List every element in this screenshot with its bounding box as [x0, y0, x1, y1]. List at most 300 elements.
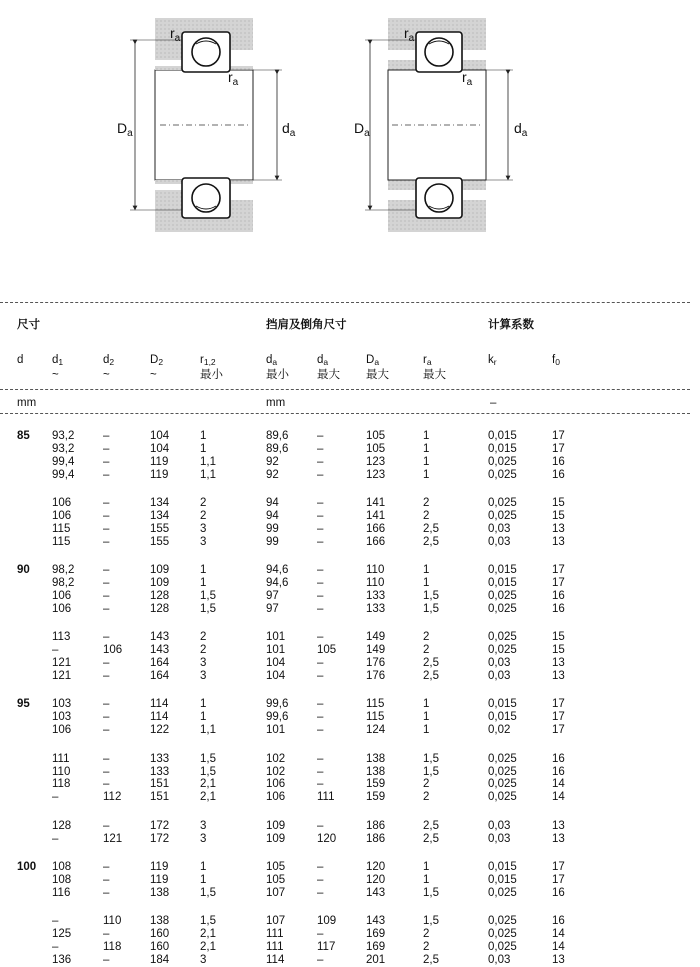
table-cell: 2	[423, 497, 430, 510]
table-cell: –	[317, 535, 324, 548]
table-cell: –	[317, 430, 324, 442]
column-header: $d_a$ 最大	[317, 354, 340, 381]
table-cell: 105	[366, 430, 386, 442]
table-cell: 2,5	[423, 832, 439, 845]
table-cell: 99,6	[266, 698, 289, 711]
table-cell: 17	[552, 711, 565, 724]
table-cell: –	[103, 874, 110, 886]
table-cell: 15	[552, 509, 565, 522]
table-cell: –	[317, 522, 324, 535]
table-cell: 1	[423, 577, 430, 590]
table-cell: 143	[150, 644, 170, 657]
table-cell: 2,1	[200, 778, 216, 791]
table-cell: 93,2	[52, 430, 75, 442]
table-cell: 109	[317, 915, 337, 928]
table-cell: –	[317, 497, 324, 510]
table-cell: 133	[366, 602, 386, 615]
column-header: $D_2$ ~	[150, 354, 164, 381]
table-cell: –	[103, 953, 110, 966]
header-calculation-factors: 计算系数	[488, 319, 534, 331]
table-cell: 164	[150, 657, 170, 669]
table-cell: 17	[552, 442, 565, 455]
ra-label-right-inner: $r_a$	[462, 69, 473, 88]
table-cell: –	[103, 928, 110, 941]
ra-label-left-top: $r_a$	[170, 25, 181, 44]
table-cell: 0,015	[488, 874, 517, 886]
table-cell: 16	[552, 455, 565, 468]
table-cell: 102	[266, 765, 286, 778]
table-cell: 16	[552, 589, 565, 602]
table-cell: 114	[150, 698, 169, 711]
table-cell: 1,5	[423, 886, 439, 899]
da-label-right: $d_a$	[514, 120, 528, 139]
table-cell: 1	[200, 577, 207, 590]
table-cell: 16	[552, 468, 565, 481]
table-cell: 1	[423, 442, 430, 455]
table-cell: 111	[52, 752, 70, 765]
table-cell: 0,03	[488, 669, 511, 682]
column-header: $r_{1,2}$ 最小	[200, 354, 223, 381]
table-cell: 16	[552, 915, 565, 928]
table-cell: –	[317, 442, 324, 455]
table-cell: 0,025	[488, 886, 517, 899]
table-cell: 0,03	[488, 819, 511, 832]
table-cell: 2,5	[423, 953, 439, 966]
table-cell: 1,5	[200, 602, 216, 615]
table-cell: 17	[552, 430, 565, 442]
table-cell: 104	[266, 669, 286, 682]
table-cell: –	[317, 752, 324, 765]
table-cell: 93,2	[52, 442, 75, 455]
table-cell: 111	[266, 941, 284, 954]
table-cell: 201	[366, 953, 386, 966]
table-cell: 138	[150, 915, 170, 928]
table-cell: 133	[150, 765, 170, 778]
table-cell: –	[103, 535, 110, 548]
table-cell: 92	[266, 455, 279, 468]
table-cell: 97	[266, 589, 279, 602]
right-bearing-diagram	[365, 18, 513, 232]
table-cell: 159	[366, 791, 386, 804]
table-cell: 98,2	[52, 564, 75, 577]
table-cell: 3	[200, 657, 207, 669]
table-cell: 115	[366, 698, 385, 711]
table-cell: 111	[266, 928, 284, 941]
table-cell: 0,03	[488, 832, 511, 845]
table-cell: 15	[552, 497, 565, 510]
table-cell: 101	[266, 644, 286, 657]
table-cell: 0,025	[488, 778, 517, 791]
table-cell: 123	[366, 455, 386, 468]
table-cell: 3	[200, 832, 207, 845]
table-cell: 1,5	[200, 589, 216, 602]
table-cell: 107	[266, 886, 286, 899]
table-cell: 121	[103, 832, 123, 845]
table-cell: 16	[552, 886, 565, 899]
table-cell: 1	[200, 430, 207, 442]
table-cell: 0,025	[488, 497, 517, 510]
left-bearing-diagram	[130, 18, 282, 232]
table-cell: 0,015	[488, 577, 517, 590]
table-cell: 106	[52, 724, 72, 737]
table-cell: 184	[150, 953, 170, 966]
table-cell: –	[103, 765, 110, 778]
table-cell: 104	[150, 430, 170, 442]
table-cell: 115	[366, 711, 385, 724]
group-bore-d: 100	[17, 861, 37, 874]
Da-label-right: $D_a$	[354, 120, 370, 139]
table-cell: 122	[150, 724, 170, 737]
table-cell: 1	[423, 698, 430, 711]
table-cell: 13	[552, 535, 565, 548]
table-cell: –	[317, 953, 324, 966]
table-cell: 143	[150, 631, 170, 644]
table-cell: 2	[423, 941, 430, 954]
table-cell: 134	[150, 509, 170, 522]
table-cell: 99	[266, 535, 279, 548]
table-cell: 3	[200, 669, 207, 682]
table-cell: 99	[266, 522, 279, 535]
table-cell: –	[317, 455, 324, 468]
header-abutment-dimensions: 挡肩及倒角尺寸	[266, 319, 347, 331]
table-cell: 109	[150, 564, 170, 577]
table-cell: –	[317, 509, 324, 522]
table-cell: 17	[552, 564, 565, 577]
table-cell: –	[103, 657, 110, 669]
table-cell: –	[52, 644, 59, 657]
table-cell: 106	[52, 497, 72, 510]
table-cell: 155	[150, 522, 170, 535]
table-cell: 3	[200, 953, 207, 966]
table-cell: 119	[150, 861, 169, 874]
table-cell: 112	[103, 791, 122, 804]
table-cell: 99,4	[52, 468, 75, 481]
header-dimensions: 尺寸	[17, 319, 40, 331]
table-cell: 1	[200, 874, 207, 886]
table-cell: –	[317, 778, 324, 791]
table-cell: 2	[423, 791, 430, 804]
table-cell: –	[317, 669, 324, 682]
table-cell: 128	[150, 589, 170, 602]
table-cell: 0,025	[488, 941, 517, 954]
table-cell: 89,6	[266, 442, 289, 455]
table-cell: 14	[552, 928, 565, 941]
table-cell: –	[103, 468, 110, 481]
table-cell: 123	[366, 468, 386, 481]
table-cell: –	[317, 589, 324, 602]
table-cell: 128	[52, 819, 72, 832]
table-cell: 94	[266, 509, 279, 522]
table-cell: –	[103, 631, 110, 644]
table-cell: –	[103, 564, 110, 577]
da-label-left: $d_a$	[282, 120, 296, 139]
table-cell: –	[103, 509, 110, 522]
table-cell: 94	[266, 497, 279, 510]
table-cell: 106	[52, 602, 72, 615]
table-cell: 106	[103, 644, 123, 657]
table-cell: 115	[52, 535, 71, 548]
table-cell: –	[103, 778, 110, 791]
table-cell: 124	[366, 724, 386, 737]
table-cell: 116	[52, 886, 71, 899]
table-cell: 0,015	[488, 711, 517, 724]
table-cell: 0,015	[488, 698, 517, 711]
table-cell: 2	[423, 644, 430, 657]
table-cell: 1	[200, 861, 207, 874]
table-cell: 151	[150, 791, 170, 804]
table-cell: –	[52, 941, 59, 954]
table-cell: 106	[266, 778, 286, 791]
table-cell: 105	[266, 874, 286, 886]
table-cell: 1	[200, 564, 207, 577]
table-cell: 138	[366, 765, 386, 778]
table-cell: 115	[52, 522, 71, 535]
table-cell: 136	[52, 953, 72, 966]
table-cell: –	[103, 577, 110, 590]
table-cell: 103	[52, 711, 72, 724]
table-cell: –	[317, 698, 324, 711]
table-cell: 2	[200, 644, 207, 657]
table-cell: 105	[266, 861, 286, 874]
table-cell: 172	[150, 832, 170, 845]
table-cell: 13	[552, 669, 565, 682]
table-cell: 2,5	[423, 819, 439, 832]
table-cell: 108	[52, 874, 72, 886]
table-cell: 2,5	[423, 535, 439, 548]
table-cell: 2,5	[423, 657, 439, 669]
table-cell: 141	[366, 497, 386, 510]
table-cell: –	[52, 832, 59, 845]
table-cell: 2	[423, 928, 430, 941]
table-cell: 0,025	[488, 631, 517, 644]
table-cell: 1	[200, 698, 207, 711]
table-cell: –	[103, 698, 110, 711]
table-cell: 101	[266, 631, 286, 644]
column-header: $d_a$ 最小	[266, 354, 289, 381]
table-cell: 1,5	[200, 915, 216, 928]
table-cell: 1,5	[423, 915, 439, 928]
table-cell: 186	[366, 832, 386, 845]
table-cell: 0,025	[488, 468, 517, 481]
column-header: $D_a$ 最大	[366, 354, 389, 381]
table-cell: 134	[150, 497, 170, 510]
table-cell: 110	[366, 577, 385, 590]
table-cell: 102	[266, 752, 286, 765]
table-cell: 155	[150, 535, 170, 548]
table-cell: 138	[366, 752, 386, 765]
header-rule-1	[0, 389, 690, 390]
table-cell: 120	[366, 874, 386, 886]
table-cell: 0,025	[488, 791, 517, 804]
table-cell: 0,025	[488, 644, 517, 657]
table-cell: –	[103, 669, 110, 682]
table-cell: –	[317, 928, 324, 941]
table-cell: –	[103, 589, 110, 602]
table-cell: 94,6	[266, 577, 289, 590]
table-cell: 17	[552, 698, 565, 711]
table-cell: 101	[266, 724, 286, 737]
group-bore-d: 85	[17, 430, 30, 442]
table-cell: 2	[200, 509, 207, 522]
table-cell: 1,5	[423, 752, 439, 765]
table-cell: 0,03	[488, 953, 511, 966]
table-cell: 2	[423, 778, 430, 791]
table-cell: –	[317, 861, 324, 874]
table-cell: 0,025	[488, 509, 517, 522]
group-bore-d: 90	[17, 564, 30, 577]
table-cell: 119	[150, 874, 169, 886]
table-cell: 114	[150, 711, 169, 724]
table-cell: 105	[317, 644, 337, 657]
table-cell: –	[317, 468, 324, 481]
table-cell: 0,025	[488, 765, 517, 778]
table-cell: –	[317, 711, 324, 724]
table-cell: 105	[366, 442, 386, 455]
table-cell: 0,03	[488, 535, 511, 548]
table-cell: 2,1	[200, 928, 216, 941]
table-cell: 110	[52, 765, 71, 778]
table-cell: 119	[150, 455, 169, 468]
table-cell: 15	[552, 631, 565, 644]
table-cell: 1,5	[423, 589, 439, 602]
table-cell: 1	[423, 874, 430, 886]
table-cell: 109	[150, 577, 170, 590]
table-cell: 125	[52, 928, 72, 941]
table-cell: 16	[552, 602, 565, 615]
table-cell: –	[317, 765, 324, 778]
table-cell: 1,1	[200, 455, 216, 468]
table-cell: 104	[266, 657, 286, 669]
table-cell: 121	[52, 669, 72, 682]
table-cell: 1	[423, 724, 430, 737]
table-cell: 14	[552, 778, 565, 791]
table-cell: 1	[423, 861, 430, 874]
table-cell: 17	[552, 577, 565, 590]
table-cell: 2	[200, 497, 207, 510]
table-cell: 98,2	[52, 577, 75, 590]
table-cell: 176	[366, 669, 386, 682]
unit-mm-dimensions: mm	[17, 397, 37, 409]
table-cell: 1,1	[200, 724, 216, 737]
table-cell: 0,02	[488, 724, 511, 737]
table-cell: 1,5	[200, 886, 216, 899]
table-cell: 138	[150, 886, 170, 899]
table-cell: 2	[200, 631, 207, 644]
table-cell: 1	[200, 442, 207, 455]
table-cell: 133	[366, 589, 386, 602]
header-rule-2	[0, 413, 690, 414]
column-header: $d_2$ ~	[103, 354, 115, 381]
group-bore-d: 95	[17, 698, 30, 711]
ra-label-right-top: $r_a$	[404, 25, 415, 44]
table-cell: –	[317, 886, 324, 899]
table-cell: 17	[552, 874, 565, 886]
column-header: d	[17, 354, 24, 366]
table-cell: –	[103, 752, 110, 765]
table-cell: 1,5	[423, 765, 439, 778]
table-cell: 128	[150, 602, 170, 615]
ra-label-left-inner: $r_a$	[228, 69, 239, 88]
table-cell: –	[103, 602, 110, 615]
table-cell: 1	[423, 468, 430, 481]
table-cell: –	[317, 724, 324, 737]
table-cell: 110	[103, 915, 122, 928]
table-cell: 17	[552, 861, 565, 874]
table-cell: 118	[103, 941, 122, 954]
table-cell: 94,6	[266, 564, 289, 577]
table-cell: 103	[52, 698, 72, 711]
table-cell: –	[52, 791, 59, 804]
table-cell: –	[317, 631, 324, 644]
table-cell: 13	[552, 953, 565, 966]
table-cell: –	[103, 711, 110, 724]
table-cell: 141	[366, 509, 386, 522]
table-cell: –	[103, 861, 110, 874]
table-cell: 0,015	[488, 442, 517, 455]
table-cell: 99,4	[52, 455, 75, 468]
table-cell: 1,1	[200, 468, 216, 481]
table-cell: 2,5	[423, 522, 439, 535]
table-cell: 166	[366, 522, 386, 535]
bearing-mounting-diagrams	[0, 0, 700, 260]
table-cell: 106	[52, 589, 72, 602]
table-cell: 1	[423, 564, 430, 577]
table-cell: 0,015	[488, 564, 517, 577]
column-header: $k_r$	[488, 354, 497, 367]
table-cell: 1,5	[200, 752, 216, 765]
table-cell: 0,025	[488, 915, 517, 928]
table-cell: 15	[552, 644, 565, 657]
table-cell: 186	[366, 819, 386, 832]
table-cell: 109	[266, 819, 286, 832]
table-cell: 17	[552, 724, 565, 737]
table-cell: –	[103, 455, 110, 468]
table-cell: 119	[150, 468, 169, 481]
table-cell: 2,1	[200, 791, 216, 804]
table-cell: 114	[266, 953, 285, 966]
table-cell: 13	[552, 657, 565, 669]
table-cell: 159	[366, 778, 386, 791]
Da-label-left: $D_a$	[117, 120, 133, 139]
table-cell: 143	[366, 886, 386, 899]
table-cell: 2	[423, 631, 430, 644]
table-cell: –	[317, 602, 324, 615]
table-cell: 2,5	[423, 669, 439, 682]
table-cell: 1,5	[423, 602, 439, 615]
table-cell: 117	[317, 941, 336, 954]
table-cell: 0,015	[488, 430, 517, 442]
table-top-rule	[0, 302, 690, 303]
table-cell: –	[317, 577, 324, 590]
table-cell: 13	[552, 522, 565, 535]
table-cell: 89,6	[266, 430, 289, 442]
table-cell: 110	[366, 564, 385, 577]
table-cell: 14	[552, 791, 565, 804]
table-cell: 149	[366, 644, 386, 657]
table-cell: 160	[150, 941, 170, 954]
table-cell: –	[52, 915, 59, 928]
table-cell: 3	[200, 535, 207, 548]
table-cell: 1	[200, 711, 207, 724]
table-cell: 16	[552, 752, 565, 765]
table-cell: 0,025	[488, 602, 517, 615]
table-cell: 120	[317, 832, 337, 845]
table-cell: –	[317, 564, 324, 577]
table-cell: 0,025	[488, 928, 517, 941]
table-cell: 169	[366, 928, 386, 941]
table-cell: 151	[150, 778, 170, 791]
table-cell: 0,025	[488, 589, 517, 602]
